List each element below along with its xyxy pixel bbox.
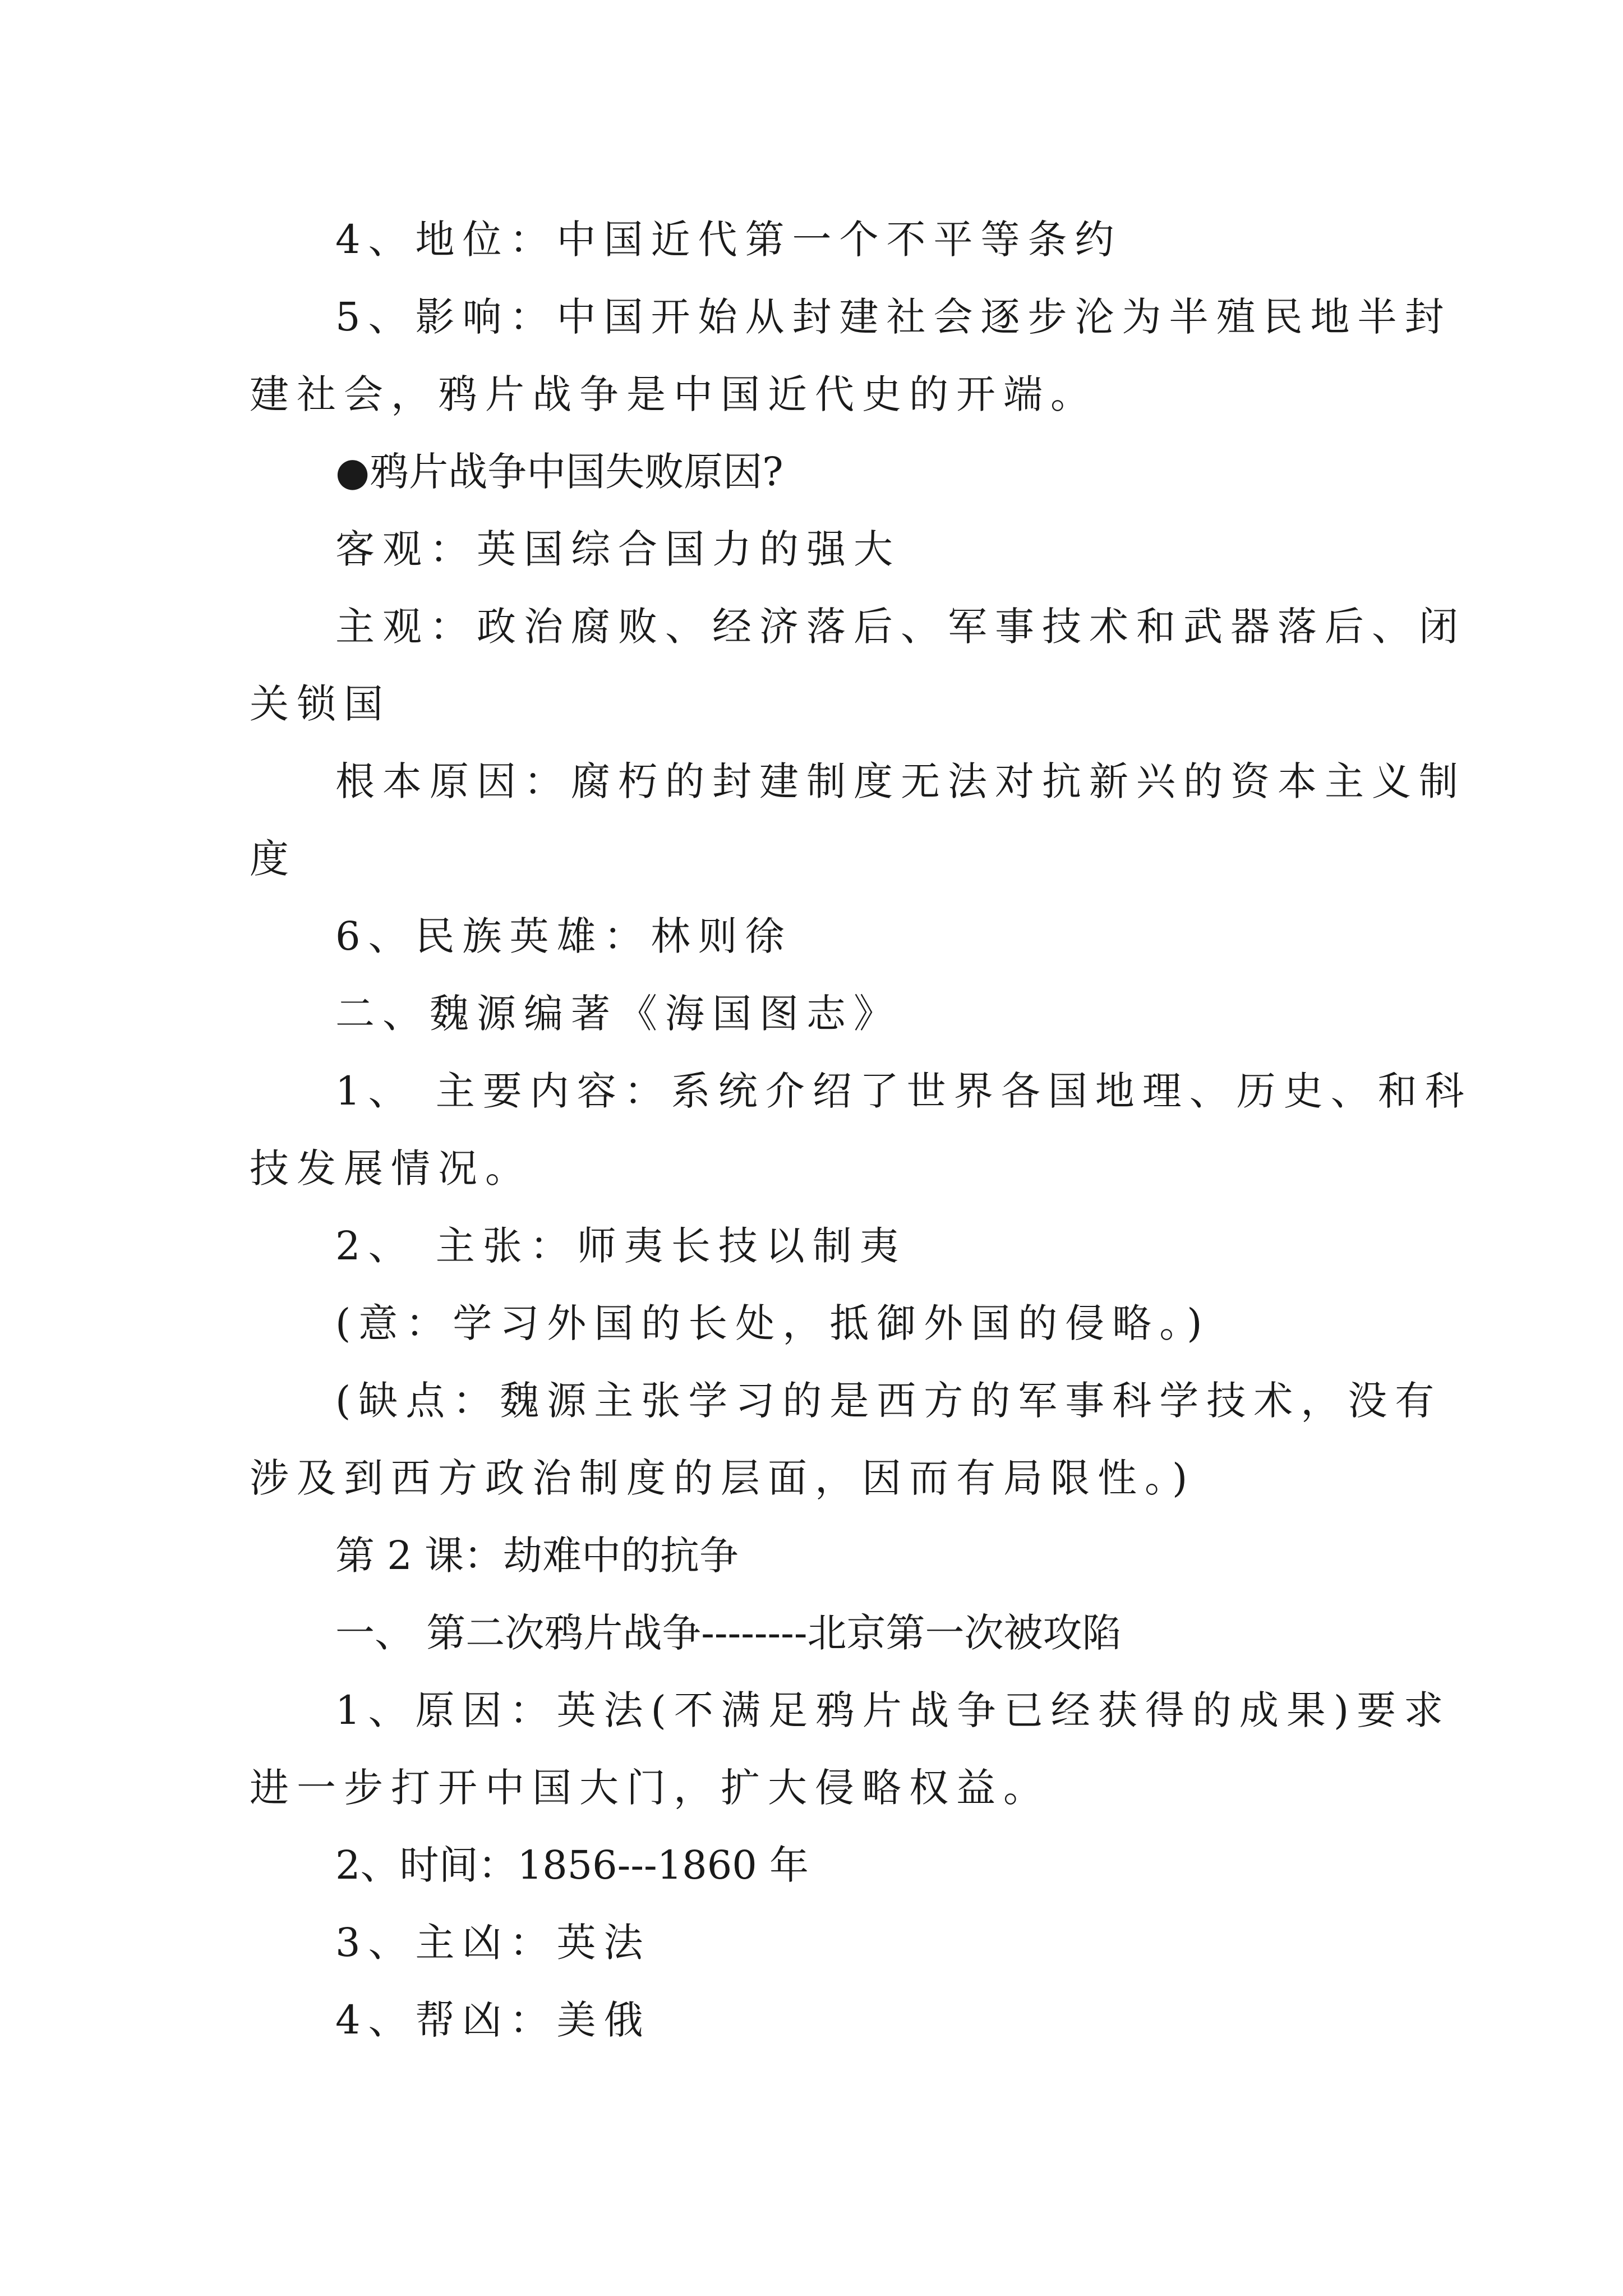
text-line: (意：学习外国的长处，抵御外国的侵略。) bbox=[335, 1300, 1210, 1346]
text-line: 进一步打开中国大门，扩大侵略权益。 bbox=[250, 1765, 1050, 1811]
text-line: 一、 第二次鸦片战争--------北京第一次被攻陷 bbox=[335, 1610, 1122, 1656]
text-line: ●鸦片战争中国失败原因? bbox=[335, 449, 783, 495]
text-line: 4、帮凶：美俄 bbox=[335, 1997, 651, 2043]
text-line: 1、原因：英法(不满足鸦片战争已经获得的成果)要求 bbox=[335, 1687, 1451, 1733]
text-line: 2、时间：1856---1860 年 bbox=[335, 1842, 809, 1888]
text-line: 涉及到西方政治制度的层面，因而有局限性。) bbox=[250, 1455, 1196, 1501]
text-line: 4、地位：中国近代第一个不平等条约 bbox=[335, 217, 1122, 263]
text-line: 根本原因：腐朽的封建制度无法对抗新兴的资本主义制 bbox=[335, 758, 1466, 804]
text-line: 5、影响：中国开始从封建社会逐步沦为半殖民地半封 bbox=[335, 294, 1452, 340]
text-line: 关锁国 bbox=[250, 681, 391, 727]
text-line: 第 2 课：劫难中的抗争 bbox=[335, 1533, 739, 1579]
text-line: (缺点：魏源主张学习的是西方的军事科学技术，没有 bbox=[335, 1378, 1442, 1424]
text-line: 客观：英国综合国力的强大 bbox=[335, 526, 901, 572]
text-line: 1、 主要内容：系统介绍了世界各国地理、历史、和科 bbox=[335, 1068, 1472, 1114]
text-line: 3、主凶：英法 bbox=[335, 1920, 651, 1966]
text-line: 2、 主张：师夷长技以制夷 bbox=[335, 1223, 907, 1269]
text-line: 二、魏源编著《海国图志》 bbox=[335, 991, 901, 1037]
text-line: 6、民族英雄：林则徐 bbox=[335, 913, 792, 959]
text-line: 度 bbox=[250, 836, 297, 882]
text-line: 建社会，鸦片战争是中国近代史的开端。 bbox=[250, 371, 1098, 417]
text-line: 主观：政治腐败、经济落后、军事技术和武器落后、闭 bbox=[335, 604, 1466, 650]
text-line: 技发展情况。 bbox=[250, 1145, 532, 1191]
